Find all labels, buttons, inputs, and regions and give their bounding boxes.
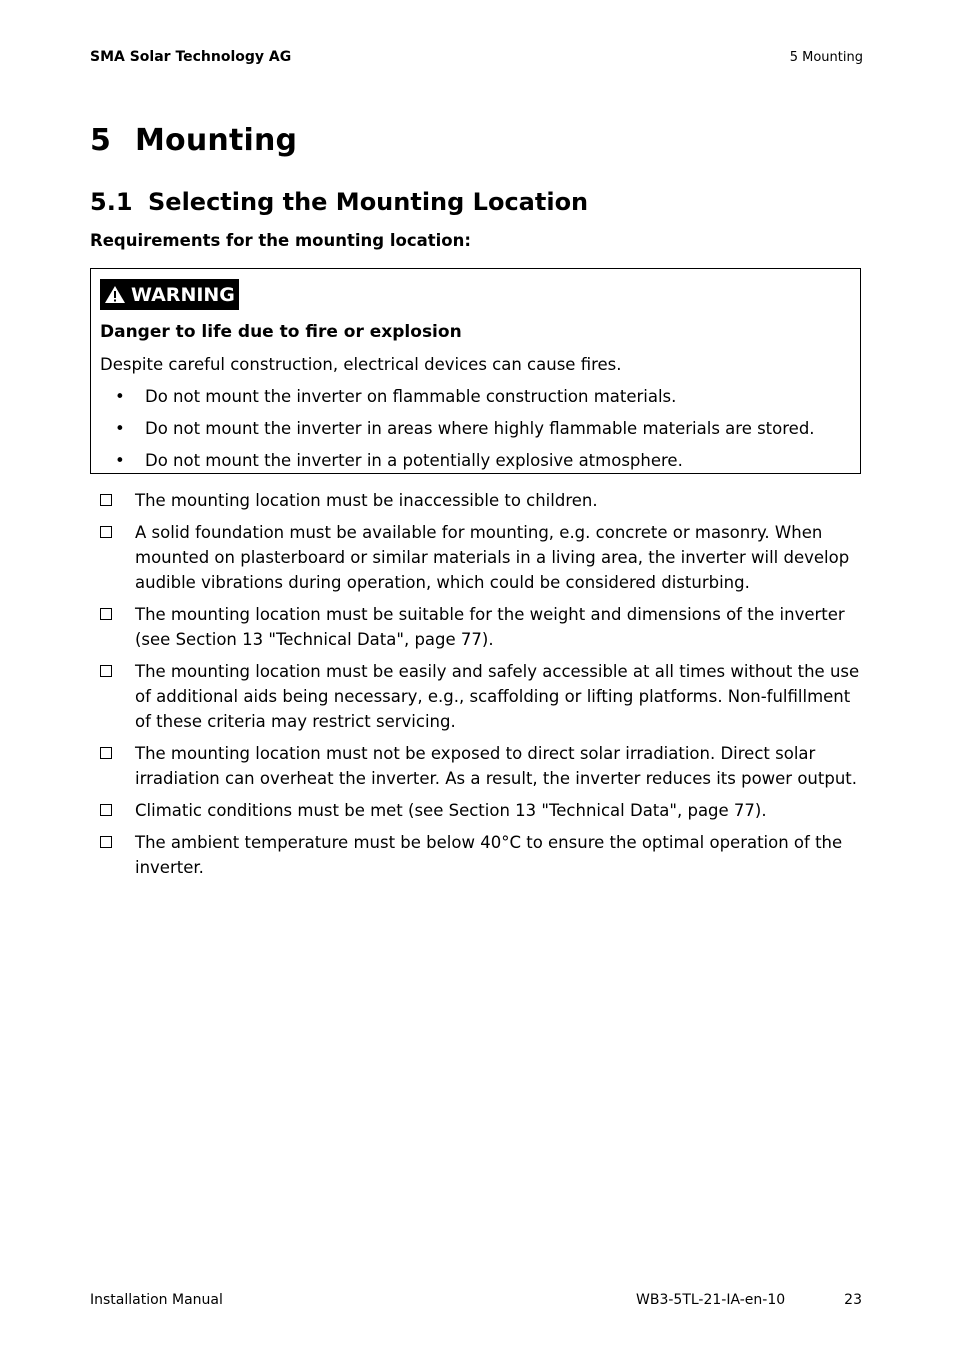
- checkbox-icon: [100, 665, 112, 677]
- checklist-item: The mounting location must be suitable for the weight and dimensions of the inverter (see Section 13 "Technical Data", page 77).: [90, 602, 865, 652]
- chapter-number: 5: [90, 123, 112, 158]
- warning-bullet-list: [91, 385, 860, 481]
- warning-triangle-icon: [104, 285, 126, 304]
- warning-badge-label: WARNING: [131, 283, 235, 306]
- warning-bullet: • Do not mount the inverter on flammable construction materials.: [115, 387, 677, 406]
- checklist-item: The mounting location must be inaccessible to children.: [90, 488, 865, 513]
- chapter-heading: [90, 123, 297, 158]
- checklist-item: Climatic conditions must be met (see Section 13 "Technical Data", page 77).: [90, 798, 865, 823]
- checkbox-icon: [100, 608, 112, 620]
- checkbox-icon: [100, 836, 112, 848]
- warning-title: Danger to life due to fire or explosion: [100, 322, 462, 342]
- section-number: 5.1: [90, 188, 133, 216]
- header-company: SMA Solar Technology AG: [90, 49, 292, 65]
- checklist-item: A solid foundation must be available for mounting, e.g. concrete or masonry. When mounted on plasterboard or similar materials in a living area, the inverter will develop audible vibrations during operation, which could be considered disturbing.: [90, 520, 865, 595]
- checkbox-icon: [100, 804, 112, 816]
- header-section: 5 Mounting: [789, 50, 863, 65]
- footer-doc-id: WB3-5TL-21-IA-en-10: [636, 1292, 786, 1308]
- section-title: Selecting the Mounting Location: [148, 188, 589, 216]
- warning-bullet: • Do not mount the inverter in areas where highly flammable materials are stored.: [115, 419, 815, 438]
- checkbox-icon: [100, 494, 112, 506]
- warning-text: Despite careful construction, electrical devices can cause fires.: [100, 355, 622, 374]
- footer-page-number: 23: [844, 1292, 862, 1308]
- chapter-title: Mounting: [135, 123, 298, 158]
- warning-box: [90, 268, 861, 474]
- warning-bullet: • Do not mount the inverter in a potentially explosive atmosphere.: [115, 451, 683, 470]
- checklist-item: The mounting location must be easily and safely accessible at all times without the use of additional aids being necessary, e.g., scaffolding or lifting platforms. Non-fulfillment of these criteria may restrict servicing.: [90, 659, 865, 734]
- warning-badge: [100, 279, 239, 310]
- requirements-label: Requirements for the mounting location:: [90, 231, 471, 250]
- requirements-checklist: [90, 488, 865, 887]
- section-heading: [90, 188, 588, 216]
- checklist-item: The mounting location must not be exposed to direct solar irradiation. Direct solar irradiation can overheat the inverter. As a result, the inverter reduces its power output.: [90, 741, 865, 791]
- footer-manual: Installation Manual: [90, 1292, 223, 1308]
- checklist-item: The ambient temperature must be below 40°C to ensure the optimal operation of the inverter.: [90, 830, 865, 880]
- checkbox-icon: [100, 747, 112, 759]
- checkbox-icon: [100, 526, 112, 538]
